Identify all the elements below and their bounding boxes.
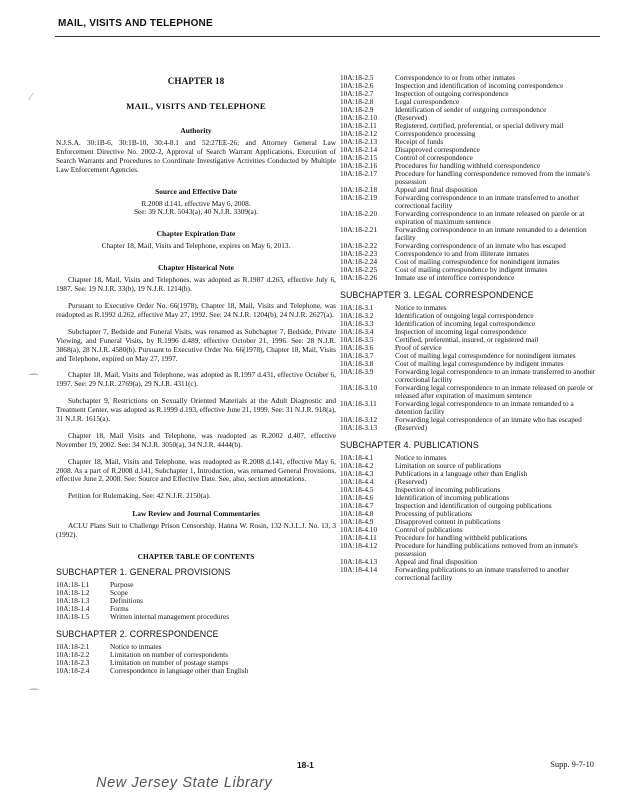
section-title: Correspondence to or from other inmates [395, 73, 516, 82]
section-number: 10A:18-4.1 [340, 453, 374, 462]
section-number: 10A:18-2.22 [340, 241, 378, 251]
toc-row[interactable] [340, 130, 602, 138]
subchapter-2-toc [56, 643, 336, 675]
section-title: Forwarding legal correspondence to an inmate transferred to another correctional facility [395, 367, 596, 385]
section-title: Forwarding correspondence to an inmate released on parole or at expiration of maximum sentence [395, 209, 585, 227]
section-number: 10A:18-3.5 [340, 335, 374, 345]
section-number: 10A:18-4.7 [340, 501, 374, 511]
section-title: Cost of mailing correspondence for nonindigent inmates [395, 257, 560, 267]
section-title: Cost of mailing correspondence by indigent inmates [395, 265, 548, 275]
section-number: 10A:18-2.12 [340, 129, 378, 139]
toc-row[interactable] [340, 210, 602, 226]
section-number: 10A:18-2.3 [56, 657, 90, 667]
section-title: Purpose [110, 579, 134, 589]
section-number: 10A:18-2.16 [340, 161, 378, 171]
section-title: Forwarding correspondence to an inmate transferred to another correctional facility [395, 193, 580, 211]
section-title: Correspondence processing [395, 129, 476, 139]
section-title: Cost of mailing legal correspondence by indigent inmates [395, 359, 564, 369]
toc-row[interactable] [340, 368, 602, 384]
library-watermark: New Jersey State Library [96, 775, 273, 791]
section-title: Identification of sender of outgoing correspondence [395, 105, 547, 115]
running-header: MAIL, VISITS AND TELEPHONE [58, 18, 213, 29]
section-number: 10A:18-2.21 [340, 225, 378, 235]
section-number: 10A:18-4.9 [340, 517, 374, 527]
history-paragraph: Subchapter 7, Bedside and Funeral Visits, was renamed as Subchapter 7, Bedside, Private Viewing, and Funeral Visits, by R.1996 d.489, effective October 21, 1996. See: 28 N.J.R. 3868(a), 28 N.J.R. 4580(b). Pursuant to Executive Order No. 66(1978), Chapter 18, Mail, Visits and Telephone, expired on May 27, 1997. [56, 326, 336, 363]
section-number: 10A:18-2.26 [340, 273, 378, 283]
section-number: 10A:18-2.18 [340, 185, 378, 195]
section-title: Forwarding legal correspondence to an inmate released on parole or released after expiration of maximum sentence [395, 383, 594, 401]
header-rule [55, 36, 600, 37]
history-paragraph: Pursuant to Executive Order No. 66(1978), Chapter 18, Mail, Visits and Telephone, was readopted as R.1992 d.262, effective May 27, 1992. See: 24 N.J.R. 1204(b), 24 N.J.R. 2627(a). [56, 301, 336, 319]
section-title: Inspection and identification of incoming correspondence [395, 81, 564, 91]
toc-row[interactable] [340, 274, 602, 282]
section-number: 10A:18-2.20 [340, 209, 378, 219]
section-title: Limitation on source of publications [395, 461, 502, 471]
section-number: 10A:18-3.1 [340, 303, 374, 313]
section-number: 10A:18-2.11 [340, 121, 377, 131]
section-title: Procedure for handling withheld publications [395, 533, 528, 543]
section-number: 10A:18-3.9 [340, 367, 374, 377]
section-number: 10A:18-2.8 [340, 97, 374, 107]
section-number: 10A:18-4.2 [340, 461, 374, 471]
history-paragraph: Subchapter 9, Restrictions on Sexually Oriented Materials at the Adult Diagnostic and Treatment Center, was adopted as R.1999 d.193, effective June 21, 1999. See: 31 N.J.R. 918(a), 31 N.J.R. 1615(a). [56, 396, 336, 423]
toc-heading: CHAPTER TABLE OF CONTENTS [137, 552, 255, 562]
section-number: 10A:18-3.7 [340, 351, 374, 361]
authority-heading: Authority [180, 125, 212, 135]
section-number: 10A:18-2.1 [56, 641, 90, 651]
section-title: Inmate use of interoffice correspondence [395, 273, 515, 283]
toc-row[interactable] [340, 336, 602, 344]
section-number: 10A:18-2.23 [340, 249, 378, 259]
section-number: 10A:18-3.2 [340, 311, 374, 321]
section-title: Identification of incoming publications [395, 493, 510, 503]
history-notes [56, 276, 336, 501]
section-number: 10A:18-2.10 [340, 113, 378, 123]
toc-row[interactable] [56, 589, 336, 597]
subchapter-4-toc [340, 454, 602, 582]
section-title: (Reserved) [395, 477, 428, 487]
section-number: 10A:18-2.17 [340, 169, 378, 179]
toc-row[interactable] [340, 106, 602, 114]
section-title: Correspondence in language other than English [110, 665, 249, 675]
section-number: 10A:18-4.5 [340, 485, 374, 495]
margin-mark: ⁄ [30, 92, 32, 103]
section-number: 10A:18-3.3 [340, 319, 374, 329]
section-number: 10A:18-4.3 [340, 469, 374, 479]
subchapter-4-heading: SUBCHAPTER 4. PUBLICATIONS [340, 440, 479, 451]
section-title: (Reserved) [395, 423, 428, 433]
section-title: Forwarding legal correspondence to an inmate remanded to a detention facility [395, 399, 574, 417]
toc-row[interactable] [56, 667, 336, 675]
history-paragraph: Chapter 18, Mail, Visits and Telephone, was adopted as R.1997 d.431, effective October 6, 1997. See: 29 N.J.R. 2769(a), 29 N.J.R. 4311(c). [56, 370, 336, 389]
section-title: Proof of service [395, 343, 442, 353]
section-number: 10A:18-3.12 [340, 415, 378, 425]
section-title: Inspection of outgoing correspondence [395, 89, 509, 99]
toc-row[interactable] [340, 416, 602, 424]
section-number: 10A:18-2.14 [340, 145, 378, 155]
toc-row[interactable] [340, 400, 602, 416]
expiration-text: Chapter 18, Mail, Visits and Telephone, expires on May 6, 2013. [101, 241, 291, 251]
section-title: Appeal and final disposition [395, 557, 478, 567]
section-title: Processing of publications [395, 509, 473, 519]
section-number: 10A:18-2.9 [340, 105, 374, 115]
section-title: Control of publications [395, 525, 463, 535]
toc-row[interactable] [340, 470, 602, 478]
supplement-date: Supp. 9-7-10 [550, 760, 594, 769]
section-title: Procedure for handling publications removed from an inmate's possession [395, 541, 578, 559]
section-title: Inspection of incoming publications [395, 485, 501, 495]
section-number: 10A:18-2.15 [340, 153, 378, 163]
toc-row[interactable] [56, 613, 336, 621]
section-title: Notice to inmates [395, 453, 447, 462]
section-number: 10A:18-3.6 [340, 343, 374, 353]
section-title: Disapproved content in publications [395, 517, 501, 527]
section-number: 10A:18-2.7 [340, 89, 374, 99]
section-number: 10A:18-2.24 [340, 257, 378, 267]
history-paragraph: Chapter 18, Mail, Visits and Telephone, was readopted as R.2008 d.141, effective May 6, 2008. As a part of R.2008 d.141, Subchapter 1, Introduction, was renamed General Provisions, effective June 2, 2008. See: Source and Effective Date. See, also, section annotations. [56, 456, 336, 484]
margin-mark: ⁀ [30, 375, 39, 386]
section-number: 10A:18-4.11 [340, 533, 377, 543]
review-text: ACLU Plans Suit to Challenge Prison Censorship. Hanna W. Rosin, 132 N.J.L.J. No. 13, 3 (1992). [56, 521, 336, 540]
history-paragraph: Petition for Rulemaking. See: 42 N.J.R. 2150(a). [68, 491, 211, 501]
subchapter-2-toc-continued [340, 74, 602, 282]
section-number: 10A:18-4.14 [340, 565, 378, 575]
section-number: 10A:18-4.4 [340, 477, 374, 487]
section-number: 10A:18-1.4 [56, 603, 90, 613]
section-title: Forwarding legal correspondence of an inmate who has escaped [395, 415, 582, 425]
history-heading: Chapter Historical Note [158, 263, 234, 273]
source-line: See: 39 N.J.R. 5043(a), 40 N.J.R. 3309(a). [133, 207, 259, 217]
section-title: Forwarding correspondence of an inmate who has escaped [395, 241, 566, 251]
section-title: Registered, certified, preferential, or special delivery mail [395, 121, 564, 131]
source-heading: Source and Effective Date [155, 186, 237, 196]
section-title: Definitions [110, 595, 143, 605]
section-title: Publications in a language other than English [395, 469, 528, 479]
section-number: 10A:18-3.10 [340, 383, 378, 393]
section-number: 10A:18-2.25 [340, 265, 378, 275]
section-number: 10A:18-2.13 [340, 137, 378, 147]
section-number: 10A:18-4.13 [340, 557, 378, 567]
section-title: Identification of incoming legal correspondence [395, 319, 536, 329]
subchapter-2-heading: SUBCHAPTER 2. CORRESPONDENCE [56, 628, 219, 639]
section-title: Receipt of funds [395, 137, 444, 147]
source-line: R.2008 d.141, effective May 6, 2008. [141, 198, 251, 208]
section-number: 10A:18-1.3 [56, 595, 90, 605]
subchapter-3-toc [340, 304, 602, 432]
toc-row[interactable] [56, 581, 336, 589]
chapter-number: CHAPTER 18 [167, 76, 225, 86]
section-title: Notice to inmates [395, 303, 447, 313]
section-title: Inspection and identification of outgoing publications [395, 501, 552, 511]
toc-row[interactable] [340, 566, 602, 582]
expiration-heading: Chapter Expiration Date [156, 229, 236, 239]
section-number: 10A:18-4.10 [340, 525, 378, 535]
section-title: Control of correspondence [395, 153, 473, 163]
authority-text: N.J.S.A. 30:1B-6, 30:1B-10, 30:4-8.1 and 52:27EE-26; and Attorney General Law Enforcement Directive No. 2002-2, Approval of Search Warrant Applications, Execution of Search Warrants and Procedures to Coordinate Investigative Activities Conducted by Multiple Law Enforcement Agencies. [56, 137, 336, 174]
section-title: Procedures for handling withheld correspondence [395, 161, 541, 171]
section-title: Certified, preferential, insured, or registered mail [395, 335, 539, 345]
subchapter-1-toc [56, 581, 336, 621]
section-title: Forms [110, 603, 129, 613]
section-title: Written internal management procedures [110, 611, 230, 621]
toc-row[interactable] [340, 90, 602, 98]
section-title: Correspondence to and from illiterate inmates [395, 249, 529, 259]
section-title: (Reserved) [395, 113, 428, 123]
review-heading: Law Review and Journal Commentaries [132, 509, 260, 519]
chapter-title: MAIL, VISITS AND TELEPHONE [126, 101, 266, 112]
section-number: 10A:18-1.1 [56, 579, 90, 589]
section-title: Notice to inmates [110, 641, 162, 651]
section-number: 10A:18-1.5 [56, 611, 90, 621]
toc-row[interactable] [340, 170, 602, 186]
right-column [340, 74, 602, 582]
section-number: 10A:18-2.6 [340, 81, 374, 91]
toc-row[interactable] [340, 424, 602, 432]
subchapter-3-heading: SUBCHAPTER 3. LEGAL CORRESPONDENCE [340, 290, 534, 301]
toc-row[interactable] [340, 542, 602, 558]
history-paragraph: Chapter 18, Mail, Visits and Telephones, was adopted as R.1987 d.263, effective July 6, 1987. See: 19 N.J.R. 33(b), 19 N.J.R. 1214(b). [56, 275, 336, 294]
section-number: 10A:18-3.11 [340, 399, 377, 409]
section-title: Forwarding correspondence to an inmate remanded to a detention facility [395, 225, 587, 243]
section-title: Scope [110, 587, 128, 597]
left-column [56, 74, 336, 675]
section-title: Inspection of incoming legal correspondence [395, 327, 527, 337]
section-number: 10A:18-2.5 [340, 73, 374, 82]
section-number: 10A:18-3.8 [340, 359, 374, 369]
toc-row[interactable] [340, 194, 602, 210]
section-title: Limitation on number of correspondents [110, 649, 228, 659]
section-number: 10A:18-3.4 [340, 327, 374, 337]
toc-row[interactable] [340, 384, 602, 400]
section-title: Forwarding publications to an inmate transferred to another correctional facility [395, 565, 570, 583]
section-title: Identification of outgoing legal correspondence [395, 311, 534, 321]
section-title: Cost of mailing legal correspondence for nonindigent inmates [395, 351, 576, 361]
section-number: 10A:18-2.4 [56, 665, 90, 675]
margin-mark: ⁀ [30, 690, 39, 701]
section-number: 10A:18-4.8 [340, 509, 374, 519]
page-number: 18-1 [297, 760, 314, 770]
section-title: Disapproved correspondence [395, 145, 480, 155]
section-number: 10A:18-4.6 [340, 493, 374, 503]
section-number: 10A:18-3.13 [340, 423, 378, 433]
subchapter-1-heading: SUBCHAPTER 1. GENERAL PROVISIONS [56, 567, 231, 578]
section-number: 10A:18-1.2 [56, 587, 90, 597]
section-title: Appeal and final disposition [395, 185, 478, 195]
section-number: 10A:18-4.12 [340, 541, 378, 551]
toc-row[interactable] [340, 226, 602, 242]
section-number: 10A:18-2.2 [56, 649, 90, 659]
toc-row[interactable] [340, 518, 602, 526]
history-paragraph: Chapter 18, Mail Visits and Telephone, was readopted as R.2002 d.407, effective November 19, 2002. See: 34 N.J.R. 3050(a), 34 N.J.R. 4444(b). [56, 430, 336, 449]
section-title: Procedure for handling correspondence removed from the inmate's possession [395, 169, 590, 187]
section-number: 10A:18-2.19 [340, 193, 378, 203]
section-title: Legal correspondence [395, 97, 460, 107]
section-title: Limitation on number of postage stamps [110, 657, 229, 667]
toc-row[interactable] [56, 597, 336, 605]
